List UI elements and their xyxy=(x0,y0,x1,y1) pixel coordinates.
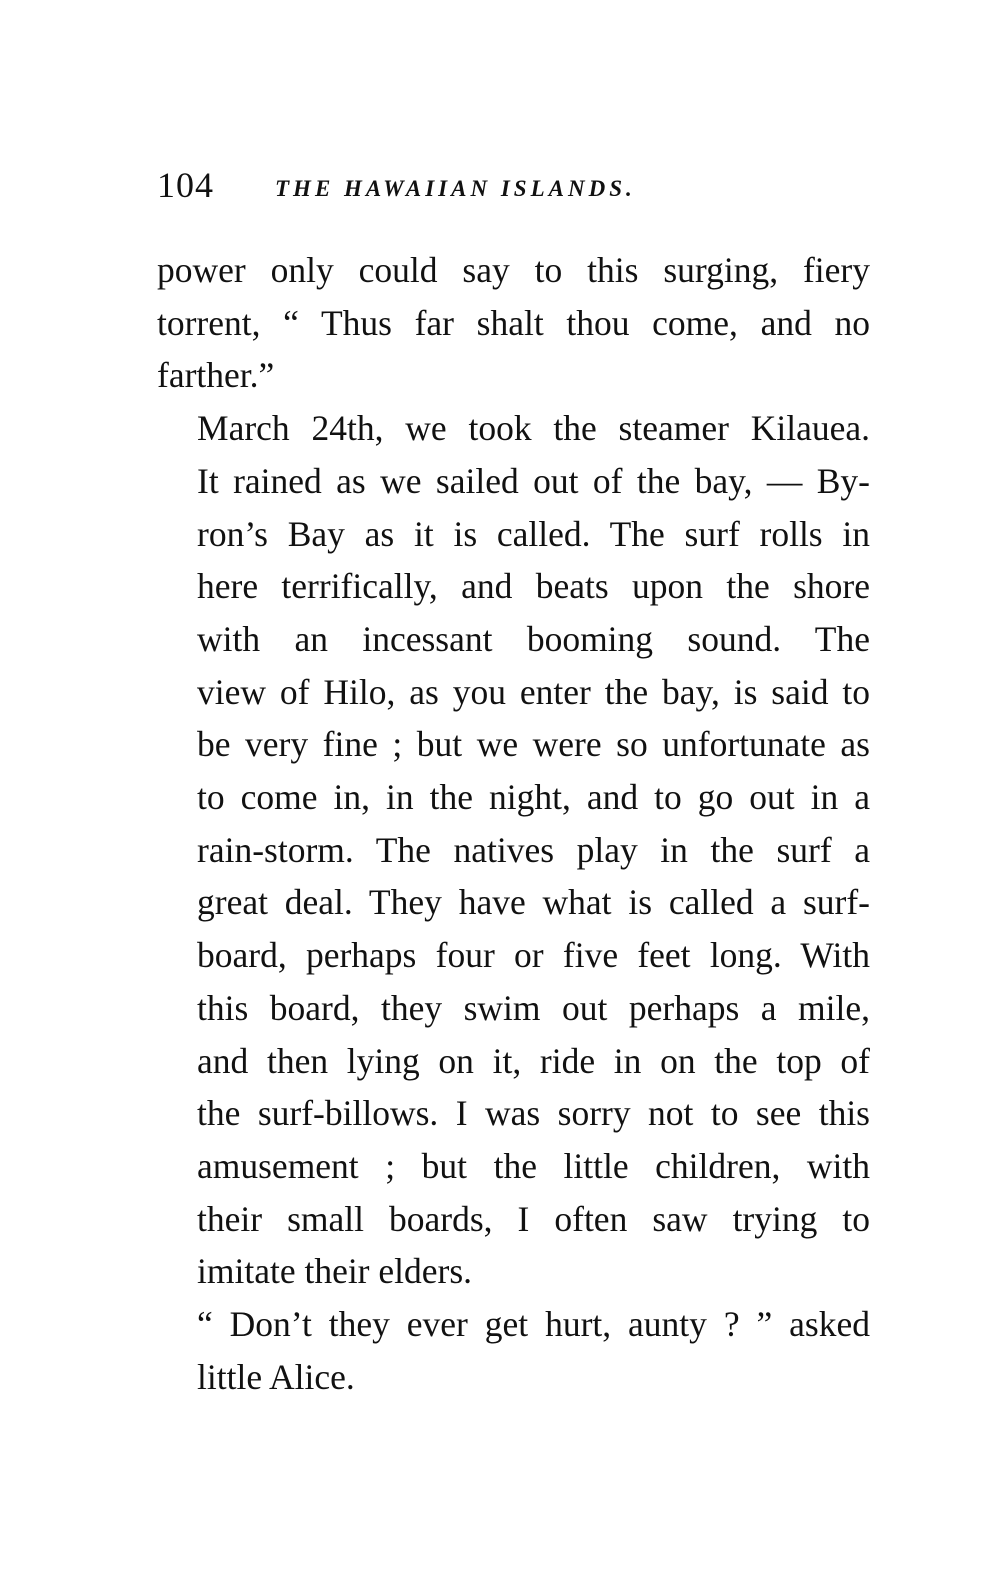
body-text xyxy=(157,244,870,1403)
page-header xyxy=(157,160,877,210)
text-line: “ Don’t they ever get hurt, aunty ? ” asked xyxy=(197,1304,870,1345)
text-line: to come in, in the night, and to go out in a xyxy=(197,777,870,818)
text-line: imitate their elders. xyxy=(197,1251,473,1292)
text-line: power only could say to this surging, fiery xyxy=(157,250,870,290)
text-line: farther.” xyxy=(157,355,275,396)
text-line: March 24th, we took the steamer Kilauea. xyxy=(197,408,870,449)
text-line: little Alice. xyxy=(197,1356,355,1397)
text-line: It rained as we sailed out of the bay, — By- xyxy=(197,460,870,501)
text-line: this board, they swim out perhaps a mile, xyxy=(197,987,870,1028)
text-line: amusement ; but the little children, with xyxy=(197,1145,870,1186)
text-line: their small boards, I often saw trying to xyxy=(197,1198,870,1239)
text-line: torrent, “ Thus far shalt thou come, and no xyxy=(157,302,870,343)
text-line: rain-storm. The natives play in the surf a xyxy=(197,829,870,870)
page-number: 104 xyxy=(157,165,214,205)
text-line: the surf-billows. I was sorry not to see this xyxy=(197,1093,870,1134)
paragraph xyxy=(157,402,870,1298)
text-line: be very fine ; but we were so unfortunate as xyxy=(197,724,870,765)
text-line: great deal. They have what is called a surf- xyxy=(197,882,870,923)
paragraph xyxy=(157,1298,870,1403)
text-line: here terrifically, and beats upon the shore xyxy=(197,566,870,607)
text-line: board, perhaps four or five feet long. With xyxy=(197,935,870,976)
text-line: ron’s Bay as it is called. The surf rolls in xyxy=(197,513,870,554)
text-line: with an incessant booming sound. The xyxy=(197,618,870,659)
paragraph xyxy=(157,244,870,402)
text-line: and then lying on it, ride in on the top of xyxy=(197,1040,870,1081)
text-line: view of Hilo, as you enter the bay, is said to xyxy=(197,671,870,712)
running-title: THE HAWAIIAN ISLANDS. xyxy=(275,176,636,201)
